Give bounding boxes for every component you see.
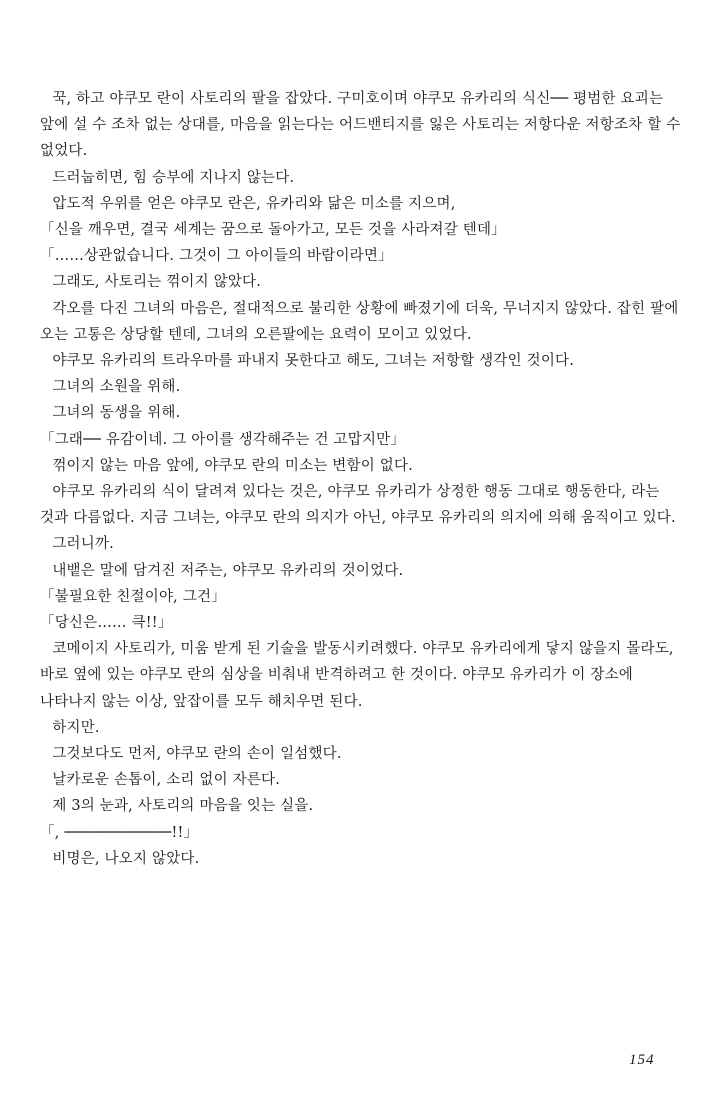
dialogue-line: 「불필요한 친절이야, 그건」 (40, 588, 226, 605)
dialogue-line: 「당신은…… 큭!!」 (40, 615, 173, 632)
dialogue-line: 「, ────────────!!」 (40, 824, 199, 841)
paragraph: 압도적 우위를 얻은 야쿠모 란은, 유카리와 닮은 미소를 지으며, (52, 195, 456, 212)
paragraph: 그녀의 동생을 위해. (52, 405, 181, 422)
paragraph: 제 3의 눈과, 사토리의 마음을 잇는 실을. (52, 798, 314, 815)
page-number: 154 (629, 1052, 655, 1068)
dialogue-line: 「……상관없습니다. 그것이 그 아이들의 바람이라면」 (40, 248, 393, 265)
paragraph: 그것보다도 먼저, 야쿠모 란의 손이 일섬했다. (52, 746, 342, 763)
paragraph: 꺾이지 않는 마음 앞에, 야쿠모 란의 미소는 변함이 없다. (52, 457, 413, 474)
paragraph: 그녀의 소원을 위해. (52, 379, 181, 396)
paragraph: 그래도, 사토리는 꺾이지 않았다. (52, 274, 262, 291)
paragraph: 야쿠모 유카리의 트라우마를 파내지 못한다고 해도, 그녀는 저항할 생각인 것이다. (52, 353, 575, 370)
paragraph: 코메이지 사토리가, 미움 받게 된 기술을 발동시키려했다. 야쿠모 유카리에게 닿지 않을지 몰라도, 바로 옆에 있는 야쿠모 란의 심상을 비춰내 반격하려고 한 것이다. 야쿠모 유카리가 이 장소에 나타나지 않는 이상, 앞잡이를 모두 해치우면 된다. (40, 641, 674, 710)
dialogue-line: 「신을 깨우면, 결국 세계는 꿈으로 돌아가고, 모든 것을 사라져갈 텐데」 (40, 222, 506, 239)
paragraph: 비명은, 나오지 않았다. (52, 850, 200, 867)
paragraph: 그러니까. (52, 536, 114, 553)
paragraph: 드러눕히면, 힘 승부에 지나지 않는다. (52, 169, 295, 186)
page-body (40, 86, 685, 872)
paragraph: 내뱉은 말에 담겨진 저주는, 야쿠모 유카리의 것이었다. (52, 562, 404, 579)
dialogue-line: 「그래── 유감이네. 그 아이를 생각해주는 건 고맙지만」 (40, 431, 406, 448)
paragraph: 각오를 다진 그녀의 마음은, 절대적으로 불리한 상황에 빠졌기에 더욱, 무너지지 않았다. 잡힌 팔에 오는 고통은 상당할 텐데, 그녀의 오른팔에는 요력이 모이고 있었다. (40, 300, 679, 343)
paragraph: 꾹, 하고 야쿠모 란이 사토리의 팔을 잡았다. 구미호이며 야쿠모 유카리의 식신── 평범한 요괴는 앞에 설 수 조차 없는 상대를, 마음을 읽는다는 어드밴티지를 잃은 사토리는 저항다운 저항조차 할 수 없었다. (40, 91, 681, 160)
paragraph: 날카로운 손톱이, 소리 없이 자른다. (52, 772, 281, 789)
paragraph: 하지만. (52, 719, 100, 736)
paragraph: 야쿠모 유카리의 식이 달려져 있다는 것은, 야쿠모 유카리가 상정한 행동 그대로 행동한다, 라는 것과 다름없다. 지금 그녀는, 야쿠모 란의 의지가 아닌, 야쿠모 유카리의 의지에 의해 움직이고 있다. (40, 484, 676, 527)
